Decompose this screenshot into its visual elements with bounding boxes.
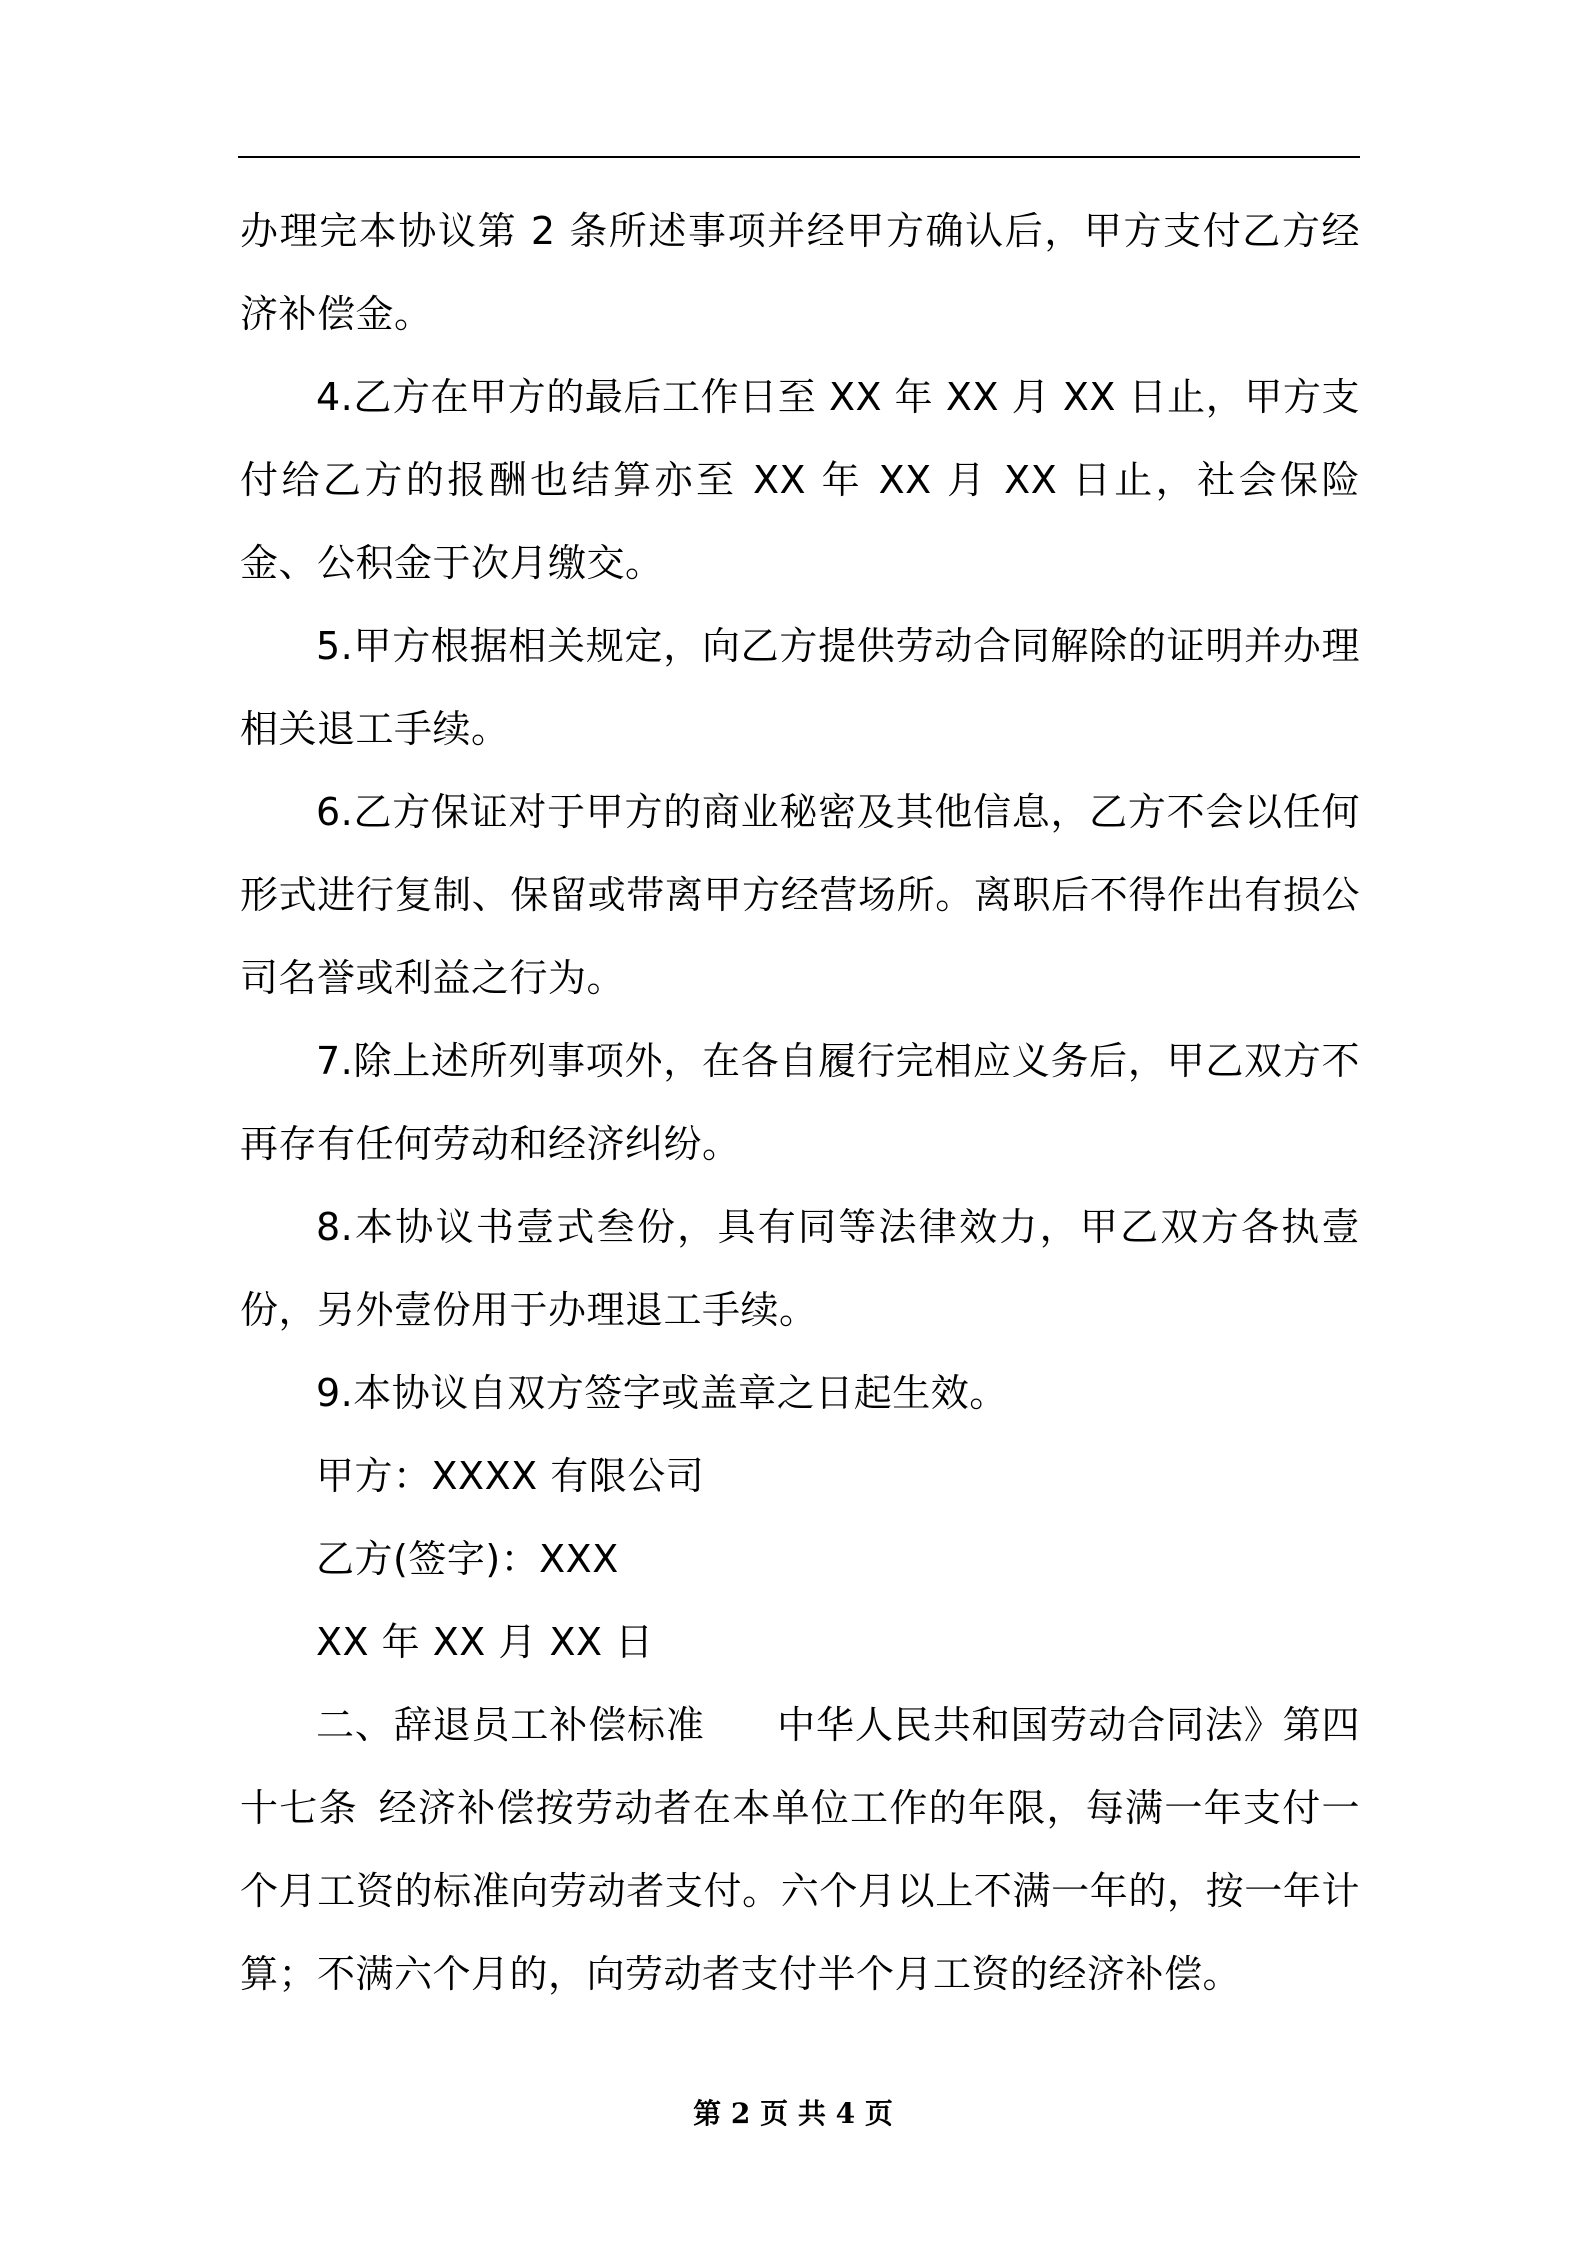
paragraph-item-9: 9.本协议自双方签字或盖章之日起生效。 <box>316 1371 1008 1415</box>
header-rule <box>238 156 1360 158</box>
signature-party-a: 甲方：XXXX 有限公司 <box>316 1454 705 1498</box>
section-two-paragraph <box>240 1684 1360 2016</box>
paragraph-item-7: 7.除上述所列事项外，在各自履行完相应义务后，甲乙双方不再存有任何劳动和经济纠纷。 <box>240 1039 1360 1166</box>
paragraph-item-6: 6.乙方保证对于甲方的商业秘密及其他信息，乙方不会以任何形式进行复制、保留或带离甲方经营场所。离职后不得作出有损公司名誉或利益之行为。 <box>240 790 1360 1000</box>
paragraph-item-4: 4.乙方在甲方的最后工作日至 XX 年 XX 月 XX 日止，甲方支付给乙方的报酬也结算亦至 XX 年 XX 月 XX 日止，社会保险金、公积金于次月缴交。 <box>240 375 1360 585</box>
section-two-heading: 二、辞退员工补偿标准 <box>316 1703 705 1747</box>
paragraph-continuation: 办理完本协议第 2 条所述事项并经甲方确认后，甲方支付乙方经济补偿金。 <box>240 209 1360 336</box>
paragraph-item-5: 5.甲方根据相关规定，向乙方提供劳动合同解除的证明并办理相关退工手续。 <box>240 624 1360 751</box>
signature-party-b: 乙方(签字)：XXX <box>316 1537 619 1581</box>
paragraph-item-8: 8.本协议书壹式叁份，具有同等法律效力，甲乙双方各执壹份，另外壹份用于办理退工手续。 <box>240 1205 1360 1332</box>
document-body <box>240 190 1360 2016</box>
signature-date: XX 年 XX 月 XX 日 <box>316 1620 654 1664</box>
page-number: 第 2 页 共 4 页 <box>693 2097 893 2130</box>
section-two-law-reference: 中华人民共和国劳动合同法》第四十七条 <box>240 1703 1360 1830</box>
section-two-text: 经济补偿按劳动者在本单位工作的年限，每满一年支付一个月工资的标准向劳动者支付。六个月以上不满一年的，按一年计算；不满六个月的，向劳动者支付半个月工资的经济补偿。 <box>240 1786 1360 1996</box>
